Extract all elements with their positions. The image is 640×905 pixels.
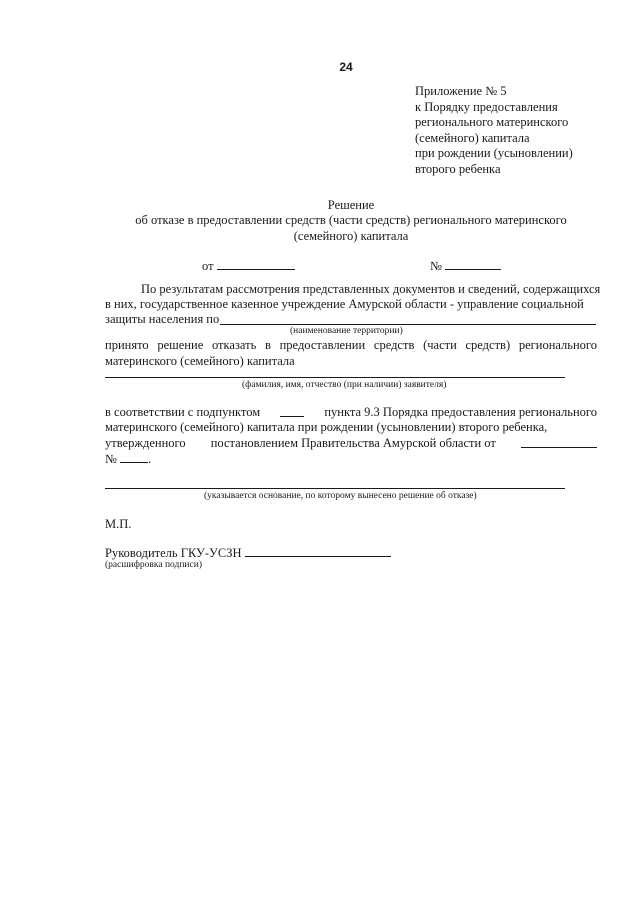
page-number: 24	[339, 60, 353, 74]
appendix-line: (семейного) капитала	[415, 130, 530, 145]
signature-field	[105, 545, 391, 561]
appendix-header	[415, 84, 573, 177]
signature-hint: (расшифровка подписи)	[105, 560, 202, 570]
para3-text: утвержденного	[105, 436, 186, 450]
para3-text: №	[105, 452, 117, 466]
para3-line2: материнского (семейного) капитала при рождении (усыновлении) второго ребенка,	[105, 420, 548, 434]
date-field	[202, 258, 295, 274]
signature-blank[interactable]	[245, 545, 391, 557]
appendix-line: регионального материнского	[415, 115, 569, 129]
appendix-line: при рождении (усыновлении)	[415, 146, 573, 160]
para3-text: в соответствии с подпунктом	[105, 405, 261, 419]
resolution-date-blank[interactable]	[521, 436, 597, 448]
appendix-line: Приложение № 5	[415, 84, 507, 98]
para1-line1: По результатам рассмотрения представленных документов и сведений, содержащихся	[141, 282, 601, 296]
para1-line3: защиты населения по	[105, 312, 220, 326]
date-label: от	[202, 259, 214, 273]
subparagraph-blank[interactable]	[280, 405, 304, 417]
basis-blank[interactable]	[105, 488, 565, 489]
para3-line1	[105, 405, 597, 420]
territory-blank[interactable]	[220, 324, 596, 325]
para3-text: постановлением Правительства Амурской области от	[210, 436, 496, 450]
para3-text: .	[148, 452, 152, 466]
appendix-line: к Порядку предоставления	[415, 99, 558, 114]
applicant-blank[interactable]	[105, 377, 565, 378]
para3-text: пункта 9.3 Порядка предоставления регионального	[324, 405, 597, 419]
number-blank[interactable]	[445, 258, 501, 270]
territory-hint: (наименование территории)	[290, 326, 403, 336]
appendix-line: второго ребенка	[415, 161, 501, 176]
number-label: №	[430, 259, 442, 273]
number-field	[430, 258, 501, 274]
para3-line4	[105, 451, 151, 467]
resolution-number-blank[interactable]	[120, 451, 148, 463]
para3-line3	[105, 436, 597, 451]
para2: принято решение отказать в предоставлении средств (части средств) регионального материнского (семейного) капитала	[105, 338, 597, 368]
para1-line2: в них, государственное казенное учреждение Амурской области - управление социальной	[105, 297, 584, 311]
date-blank[interactable]	[217, 258, 295, 270]
applicant-hint: (фамилия, имя, отчество (при наличии) заявителя)	[242, 380, 447, 390]
basis-hint: (указывается основание, по которому вынесено решение об отказе)	[204, 491, 477, 501]
document-subtitle: об отказе в предоставлении средств (части средств) регионального материнского (семейного) капитала	[135, 213, 567, 243]
signature-label: Руководитель ГКУ-УСЗН	[105, 546, 242, 560]
document-title: Решение	[327, 198, 375, 212]
seal-label: М.П.	[105, 517, 132, 531]
